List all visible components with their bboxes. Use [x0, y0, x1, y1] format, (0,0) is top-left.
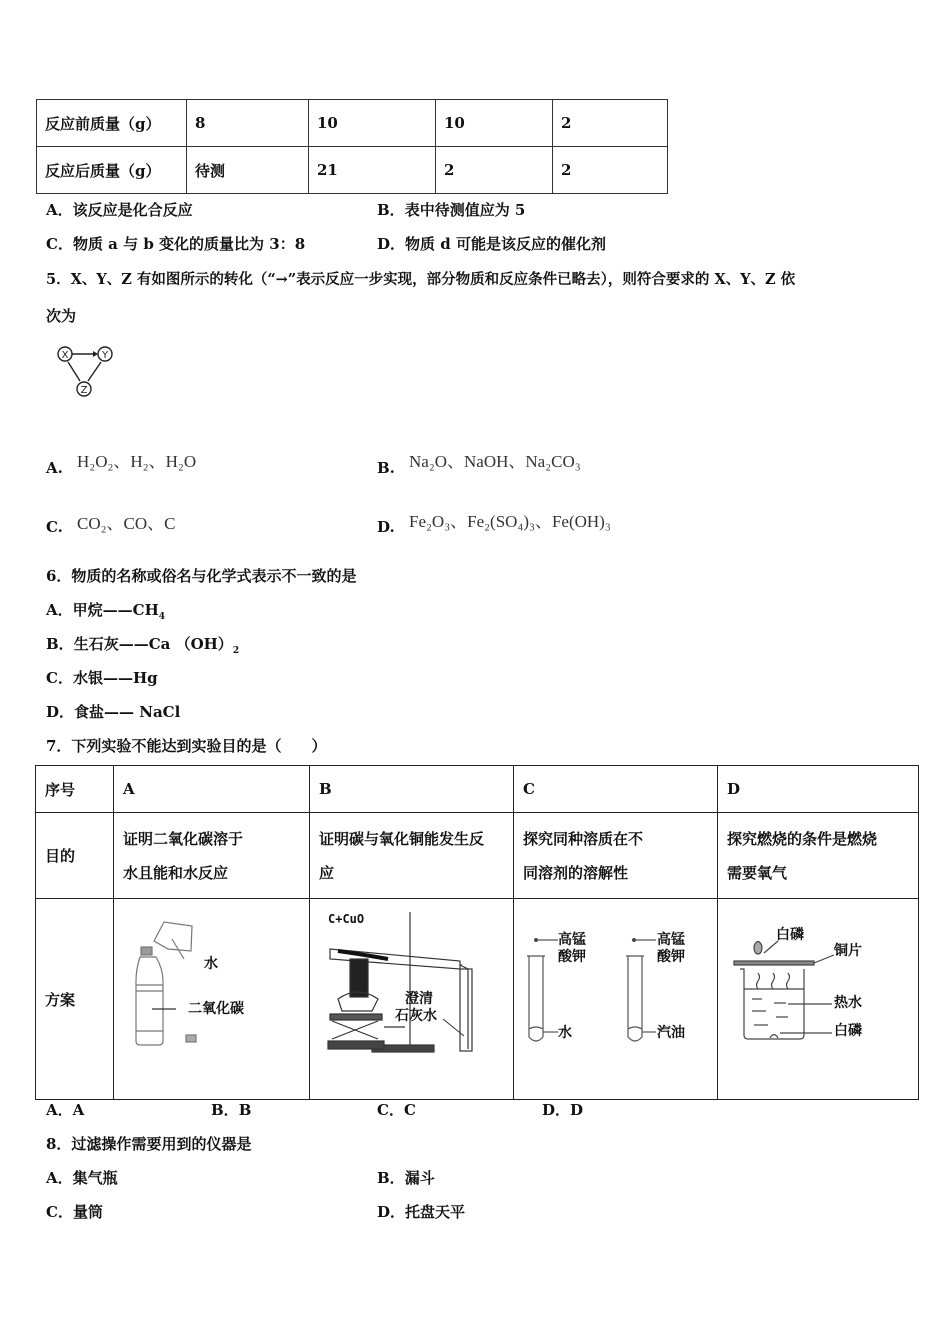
svg-text:水: 水 — [558, 1025, 572, 1041]
figure-d-cell — [718, 899, 919, 1100]
q7-option-a — [46, 1099, 84, 1120]
option-text: 该反应是化合反应 — [72, 201, 193, 219]
option-text: 生石灰——Ca （OH） — [73, 635, 233, 653]
option-text: 食盐—— NaCl — [74, 703, 181, 721]
svg-text:X: X — [61, 350, 69, 361]
table-cell: 8 — [187, 100, 309, 147]
q7-option-d — [542, 1099, 583, 1120]
svg-text:Z: Z — [80, 385, 88, 396]
q5-option-d-key: D. — [377, 518, 395, 536]
q7-experiment-table — [35, 765, 919, 1100]
purpose-line: 应 — [319, 863, 335, 882]
option-text: 表中待测值应为 5 — [404, 201, 526, 219]
q5-option-a-formula: H₂O₂、H₂、H₂O — [77, 452, 197, 471]
q5-option-d-formula: Fe₂O₃、Fe₂(SO₄)₃、Fe(OH)₃ — [409, 512, 611, 531]
svg-text:石灰水: 石灰水 — [395, 1008, 437, 1024]
option-text: 水银——Hg — [72, 669, 158, 687]
q5-option-b-key: B. — [377, 459, 395, 477]
option-text: B — [238, 1101, 252, 1119]
q6-option-b — [46, 633, 239, 656]
row-label: 目的 — [36, 813, 114, 899]
subscript: 2 — [232, 646, 240, 656]
q5-option-a-key: A. — [46, 459, 63, 477]
q6-option-d — [46, 701, 180, 722]
q5-option-c-key: C. — [46, 518, 63, 536]
option-key: D． — [542, 1101, 571, 1119]
q6-option-c — [46, 667, 158, 688]
table-cell: 10 — [309, 100, 436, 147]
row-label: 方案 — [36, 899, 114, 1100]
option-key: B． — [46, 635, 74, 653]
purpose-cell — [718, 813, 919, 899]
header-cell: 序号 — [36, 766, 114, 813]
q5-option-b-formula: Na₂O、NaOH、Na₂CO₃ — [409, 452, 581, 471]
subscript: 4 — [158, 612, 166, 622]
table-row — [37, 147, 668, 194]
option-key: A． — [46, 1169, 73, 1187]
carbon-copper-oxide-apparatus-figure — [310, 899, 513, 1095]
option-key: A． — [46, 601, 73, 619]
scheme-row — [36, 899, 919, 1100]
table-cell: 10 — [436, 100, 553, 147]
header-cell: B — [310, 766, 514, 813]
header-cell: A — [114, 766, 310, 813]
option-key: A． — [46, 1101, 73, 1119]
purpose-line: 探究燃烧的条件是燃烧 — [727, 829, 878, 848]
q8-option-b — [377, 1167, 435, 1188]
option-text: 物质 d 可能是该反应的催化剂 — [405, 235, 606, 253]
purpose-line: 同溶剂的溶解性 — [523, 863, 629, 882]
q4-option-b — [377, 199, 525, 220]
option-text: 集气瓶 — [72, 1169, 118, 1187]
svg-text:白磷: 白磷 — [834, 1023, 862, 1039]
option-key: A． — [46, 201, 73, 219]
option-key: B． — [377, 1169, 405, 1187]
svg-text:C+CuO: C+CuO — [328, 912, 365, 926]
option-key: B． — [377, 201, 405, 219]
q8-stem: 8．过滤操作需要用到的仪器是 — [46, 1135, 252, 1153]
q6-option-a — [46, 599, 165, 622]
table-cell: 待测 — [187, 147, 309, 194]
svg-text:酸钾: 酸钾 — [657, 949, 685, 965]
header-cell: C — [514, 766, 718, 813]
option-key: C． — [377, 1101, 404, 1119]
q5-stem-continued: 次为 — [46, 307, 77, 325]
header-cell: D — [718, 766, 919, 813]
option-text: 物质 a 与 b 变化的质量比为 3：8 — [72, 235, 306, 253]
purpose-cell — [114, 813, 310, 899]
table-cell: 2 — [553, 100, 668, 147]
q4-option-a — [46, 199, 193, 220]
purpose-row — [36, 813, 919, 899]
svg-text:高锰: 高锰 — [657, 932, 685, 948]
option-text: C — [403, 1101, 416, 1119]
option-text: 量筒 — [72, 1203, 103, 1221]
svg-text:Y: Y — [101, 350, 109, 361]
svg-text:热水: 热水 — [834, 995, 862, 1011]
svg-text:水: 水 — [204, 956, 218, 972]
option-key: D． — [46, 703, 75, 721]
q8-option-d — [377, 1201, 465, 1222]
figure-b-cell — [310, 899, 514, 1100]
svg-text:汽油: 汽油 — [657, 1025, 685, 1041]
option-text: 甲烷——CH — [72, 601, 159, 619]
q5-stem: 5．X、Y、Z 有如图所示的转化（“→”表示反应一步实现，部分物质和反应条件已略去），则符合要求的 X、Y、Z 依 — [46, 271, 796, 288]
q5-option-c-formula: CO₂、CO、C — [77, 514, 176, 533]
option-key: C． — [46, 669, 73, 687]
row-label: 反应后质量（g） — [37, 147, 187, 194]
dissolution-test-tubes-figure — [514, 899, 717, 1095]
purpose-cell — [310, 813, 514, 899]
option-text: 漏斗 — [404, 1169, 435, 1187]
table-cell: 2 — [553, 147, 668, 194]
purpose-line: 证明二氧化碳溶于 — [123, 829, 244, 848]
purpose-line: 水且能和水反应 — [123, 863, 229, 882]
q8-option-c — [46, 1201, 103, 1222]
table-header-row — [36, 766, 919, 813]
q8-option-a — [46, 1167, 118, 1188]
xyz-conversion-diagram — [50, 340, 125, 405]
option-key: D． — [377, 1203, 406, 1221]
combustion-beaker-figure — [718, 899, 918, 1095]
q4-mass-table — [36, 99, 668, 194]
table-row — [37, 100, 668, 147]
q7-option-c — [377, 1099, 416, 1120]
option-text: D — [570, 1101, 584, 1119]
table-cell: 21 — [309, 147, 436, 194]
figure-c-cell — [514, 899, 718, 1100]
co2-bottle-figure — [114, 899, 309, 1095]
svg-text:铜片: 铜片 — [834, 943, 862, 959]
option-text: 托盘天平 — [405, 1203, 466, 1221]
table-cell: 2 — [436, 147, 553, 194]
q4-option-c — [46, 233, 305, 254]
purpose-line: 需要氧气 — [727, 863, 788, 882]
q4-option-d — [377, 233, 606, 254]
option-key: C． — [46, 1203, 73, 1221]
row-label: 反应前质量（g） — [37, 100, 187, 147]
svg-text:二氧化碳: 二氧化碳 — [188, 1001, 244, 1017]
purpose-cell — [514, 813, 718, 899]
svg-text:酸钾: 酸钾 — [558, 949, 586, 965]
option-key: D． — [377, 235, 406, 253]
q6-stem: 6．物质的名称或俗名与化学式表示不一致的是 — [46, 567, 357, 585]
purpose-line: 探究同种溶质在不 — [523, 829, 644, 848]
svg-text:澄清: 澄清 — [405, 991, 433, 1007]
q7-option-b — [211, 1099, 251, 1120]
option-text: A — [72, 1101, 85, 1119]
svg-text:白磷: 白磷 — [776, 927, 804, 943]
q7-stem: 7．下列实验不能达到实验目的是（ ） — [46, 737, 327, 755]
figure-a-cell — [114, 899, 310, 1100]
purpose-line: 证明碳与氧化铜能发生反 — [319, 829, 485, 848]
option-key: C． — [46, 235, 73, 253]
svg-text:高锰: 高锰 — [558, 932, 586, 948]
option-key: B． — [211, 1101, 239, 1119]
